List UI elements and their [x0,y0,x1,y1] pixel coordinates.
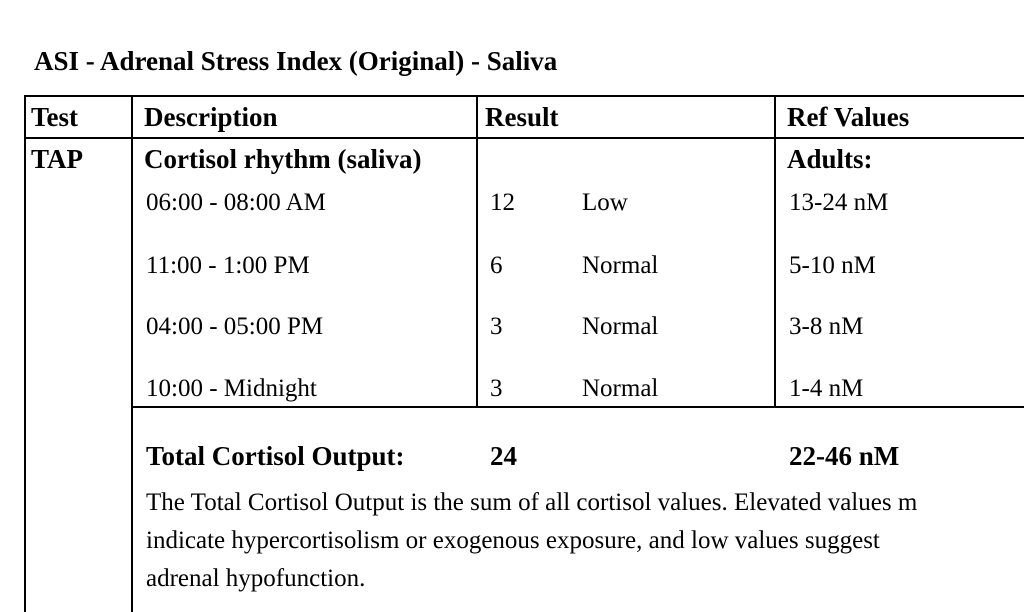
note-line: adrenal hypofunction. [146,565,366,592]
header-description: Description [144,102,278,132]
header-bottom-border [24,137,1024,139]
row-time: 10:00 - Midnight [146,375,317,402]
row-time: 06:00 - 08:00 AM [146,189,326,216]
total-label: Total Cortisol Output: [146,441,405,471]
row-ref: 13-24 nM [789,189,889,216]
total-note [146,484,1024,598]
row-value: 3 [490,375,503,402]
row-ref: 5-10 nM [789,252,876,279]
row-time: 11:00 - 1:00 PM [146,252,310,279]
row-flag: Low [582,189,628,216]
header-test: Test [31,102,79,132]
note-line: indicate hypercortisolism or exogenous exposure, and low values suggest [146,527,880,554]
row-value: 12 [490,189,515,216]
ref-group-label: Adults: [787,144,873,174]
header-result: Result [485,102,559,132]
row-flag: Normal [582,375,659,402]
row-value: 6 [490,252,503,279]
test-column-divider [131,95,133,612]
row-time: 04:00 - 05:00 PM [146,313,324,340]
header-ref-values: Ref Values [787,102,910,132]
row-value: 3 [490,313,503,340]
rhythm-section-bottom-border [132,406,1024,408]
result-column-divider [774,95,776,407]
row-flag: Normal [582,252,659,279]
total-ref: 22-46 nM [789,441,900,471]
report-title: ASI - Adrenal Stress Index (Original) - Saliva [34,46,558,76]
test-code: TAP [31,144,83,174]
description-column-divider [476,95,478,407]
row-flag: Normal [582,313,659,340]
row-ref: 3-8 nM [789,313,864,340]
table-left-border [24,95,26,612]
note-line: The Total Cortisol Output is the sum of all cortisol values. Elevated values m [146,489,918,516]
total-value: 24 [490,441,517,471]
table-top-border [24,95,1024,97]
row-ref: 1-4 nM [789,375,864,402]
section-title: Cortisol rhythm (saliva) [144,144,422,174]
